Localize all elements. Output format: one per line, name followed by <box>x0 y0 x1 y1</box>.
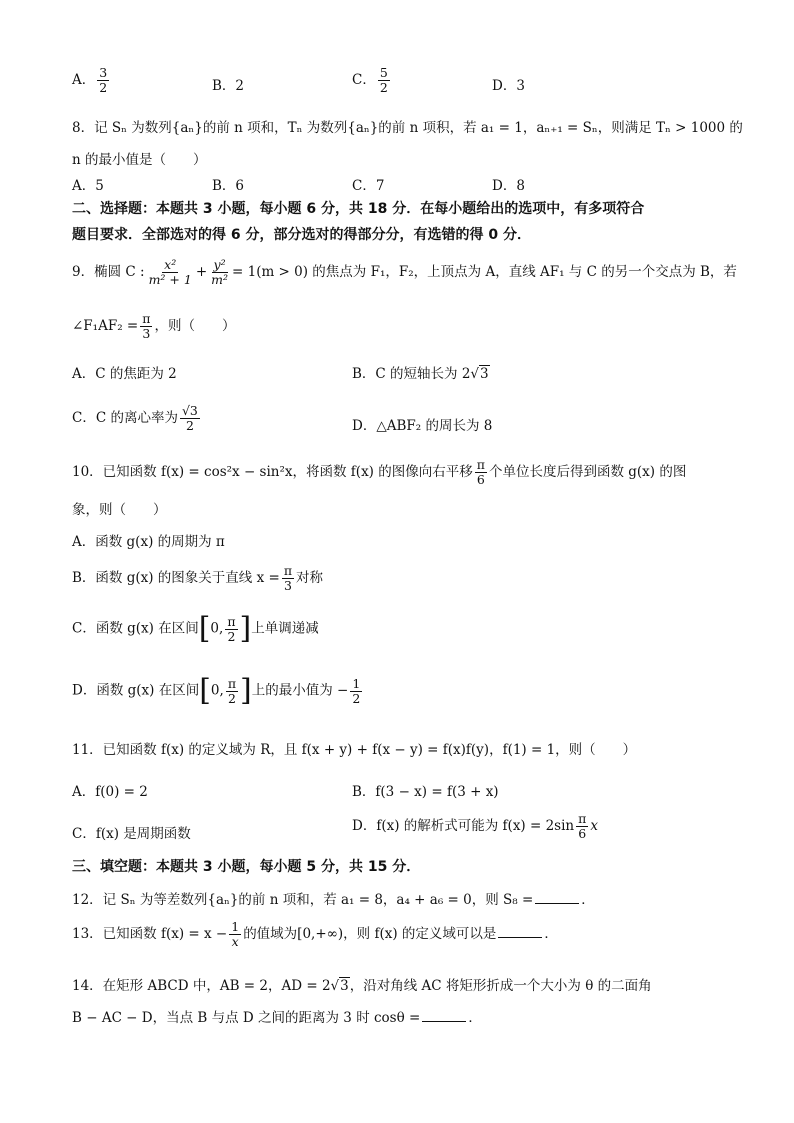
q8-option-d: D．8 <box>492 178 525 194</box>
q9-stem-line1: 9．椭圆 C : $\frac{\text{x²}}{\text{m² + 1}}$ + $\frac{\text{y²}}{\text{m²}}$ = 1(m > 0) 的焦点为 F₁，F₂，上顶点为 A，直线 AF₁ 与 C 的另一个交点为 B，若 <box>72 257 737 287</box>
q10-stem-line1: 10．已知函数 f(x) = cos²x − sin²x，将函数 f(x) 的图像向右平移 $\frac{\pi}{6}$ 个单位长度后得到函数 g(x) 的图 <box>72 457 687 487</box>
q11-option-b: B．f(3 − x) = f(3 + x) <box>352 784 499 800</box>
q7-option-b: B．2 <box>212 78 245 94</box>
fraction: $\frac{\pi}{6}$ <box>476 457 485 487</box>
q7-option-a: A． $\frac{3}{2}$ <box>72 65 108 95</box>
q9-option-a: A．C 的焦距为 2 <box>72 366 177 382</box>
q8-option-b: B．6 <box>212 178 245 194</box>
q11-option-c: C．f(x) 是周期函数 <box>72 826 191 842</box>
fraction: $\frac{\pi}{3}$ <box>142 311 151 341</box>
q12-stem: 12．记 Sₙ 为等差数列{aₙ}的前 n 项和，若 a₁ = 8，a₄ + a₆ = 0，则 S₈ = ． <box>72 892 595 908</box>
fraction: $\frac{\pi}{3}$ <box>283 563 293 593</box>
fraction: $\frac{\pi}{6}$ <box>578 811 587 841</box>
fraction: $\frac{\text{x²}}{\text{m² + 1}}$ <box>148 257 192 287</box>
answer-blank[interactable] <box>498 925 542 938</box>
q9-option-c: C．C 的离心率为 $\frac{√3}{2}$ <box>72 403 198 433</box>
q9-option-d: D．△ABF₂ 的周长为 8 <box>352 418 493 434</box>
q9-option-b: B．C 的短轴长为 2√3 <box>352 366 489 382</box>
q14-stem-line1: 14．在矩形 ABCD 中，AB = 2，AD = 2√3，沿对角线 AC 将矩形折成一个大小为 θ 的二面角 <box>72 978 652 994</box>
q8-option-c: C．7 <box>352 178 385 194</box>
q8-option-a: A．5 <box>72 178 104 194</box>
q7-option-d: D．3 <box>492 78 525 94</box>
answer-blank[interactable] <box>422 1009 466 1022</box>
right-bracket: ] <box>240 673 252 708</box>
fraction: $\frac{\text{y²}}{\text{m²}}$ <box>211 257 228 287</box>
fraction: $\frac{\pi}{2}$ <box>227 613 236 644</box>
section2-heading-line1: 二、选择题：本题共 3 小题，每小题 6 分，共 18 分．在每小题给出的选项中，有多项符合 <box>72 201 645 217</box>
q13-stem: 13．已知函数 f(x) = x − $\frac{1}{x}$ 的值域为[0,+∞)，则 f(x) 的定义域可以是 ． <box>72 919 558 949</box>
q11-option-d: D．f(x) 的解析式可能为 f(x) = 2sin $\frac{\pi}{6}$ x <box>352 811 598 841</box>
q10-option-a: A．函数 g(x) 的周期为 π <box>72 534 225 550</box>
left-bracket: [ <box>198 611 211 646</box>
sqrt-sign: √ <box>470 366 480 382</box>
fraction: $\frac{√3}{2}$ <box>181 403 198 433</box>
section3-heading: 三、填空题：本题共 3 小题，每小题 5 分，共 15 分． <box>72 859 421 875</box>
q8-stem-line1: 8．记 Sₙ 为数列{aₙ}的前 n 项和，Tₙ 为数列{aₙ}的前 n 项积，若 a₁ = 1，aₙ₊₁ = Sₙ，则满足 Tₙ > 1000 的 <box>72 120 743 136</box>
q8-stem-line2: n 的最小值是（ ） <box>72 152 207 168</box>
right-bracket: ] <box>239 611 252 646</box>
q9-stem-line2: ∠F₁AF₂ = $\frac{\pi}{3}$ ，则（ ） <box>72 311 236 341</box>
q11-stem: 11．已知函数 f(x) 的定义域为 R，且 f(x + y) + f(x − y) = f(x)f(y)，f(1) = 1，则（ ） <box>72 742 637 758</box>
q10-option-d: D．函数 g(x) 在区间[0, $\frac{\pi}{2}$ ]上的最小值为 − $\frac{1}{2}$ <box>72 673 361 708</box>
q14-stem-line2: B − AC − D，当点 B 与点 D 之间的距离为 3 时 cosθ = ． <box>72 1010 482 1026</box>
fraction: $\frac{1}{x}$ <box>231 919 240 949</box>
q10-option-b: B．函数 g(x) 的图象关于直线 x = $\frac{\pi}{3}$ 对称 <box>72 563 324 593</box>
section2-heading-line2: 题目要求．全部选对的得 6 分，部分选对的得部分分，有选错的得 0 分． <box>72 227 531 243</box>
q11-option-a: A．f(0) = 2 <box>72 784 148 800</box>
fraction: $\frac{1}{2}$ <box>352 675 361 706</box>
fraction: $\frac{5}{2}$ <box>379 65 388 95</box>
fraction: $\frac{3}{2}$ <box>99 65 108 95</box>
q10-option-c: C．函数 g(x) 在区间[0, $\frac{\pi}{2}$ ]上单调递减 <box>72 611 319 646</box>
left-bracket: [ <box>199 673 211 708</box>
q7-option-c: C． $\frac{5}{2}$ <box>352 65 388 95</box>
fraction: $\frac{\pi}{2}$ <box>227 675 237 706</box>
answer-blank[interactable] <box>535 891 579 904</box>
q10-stem-line2: 象，则（ ） <box>72 502 167 518</box>
sqrt-sign: √ <box>330 978 340 994</box>
